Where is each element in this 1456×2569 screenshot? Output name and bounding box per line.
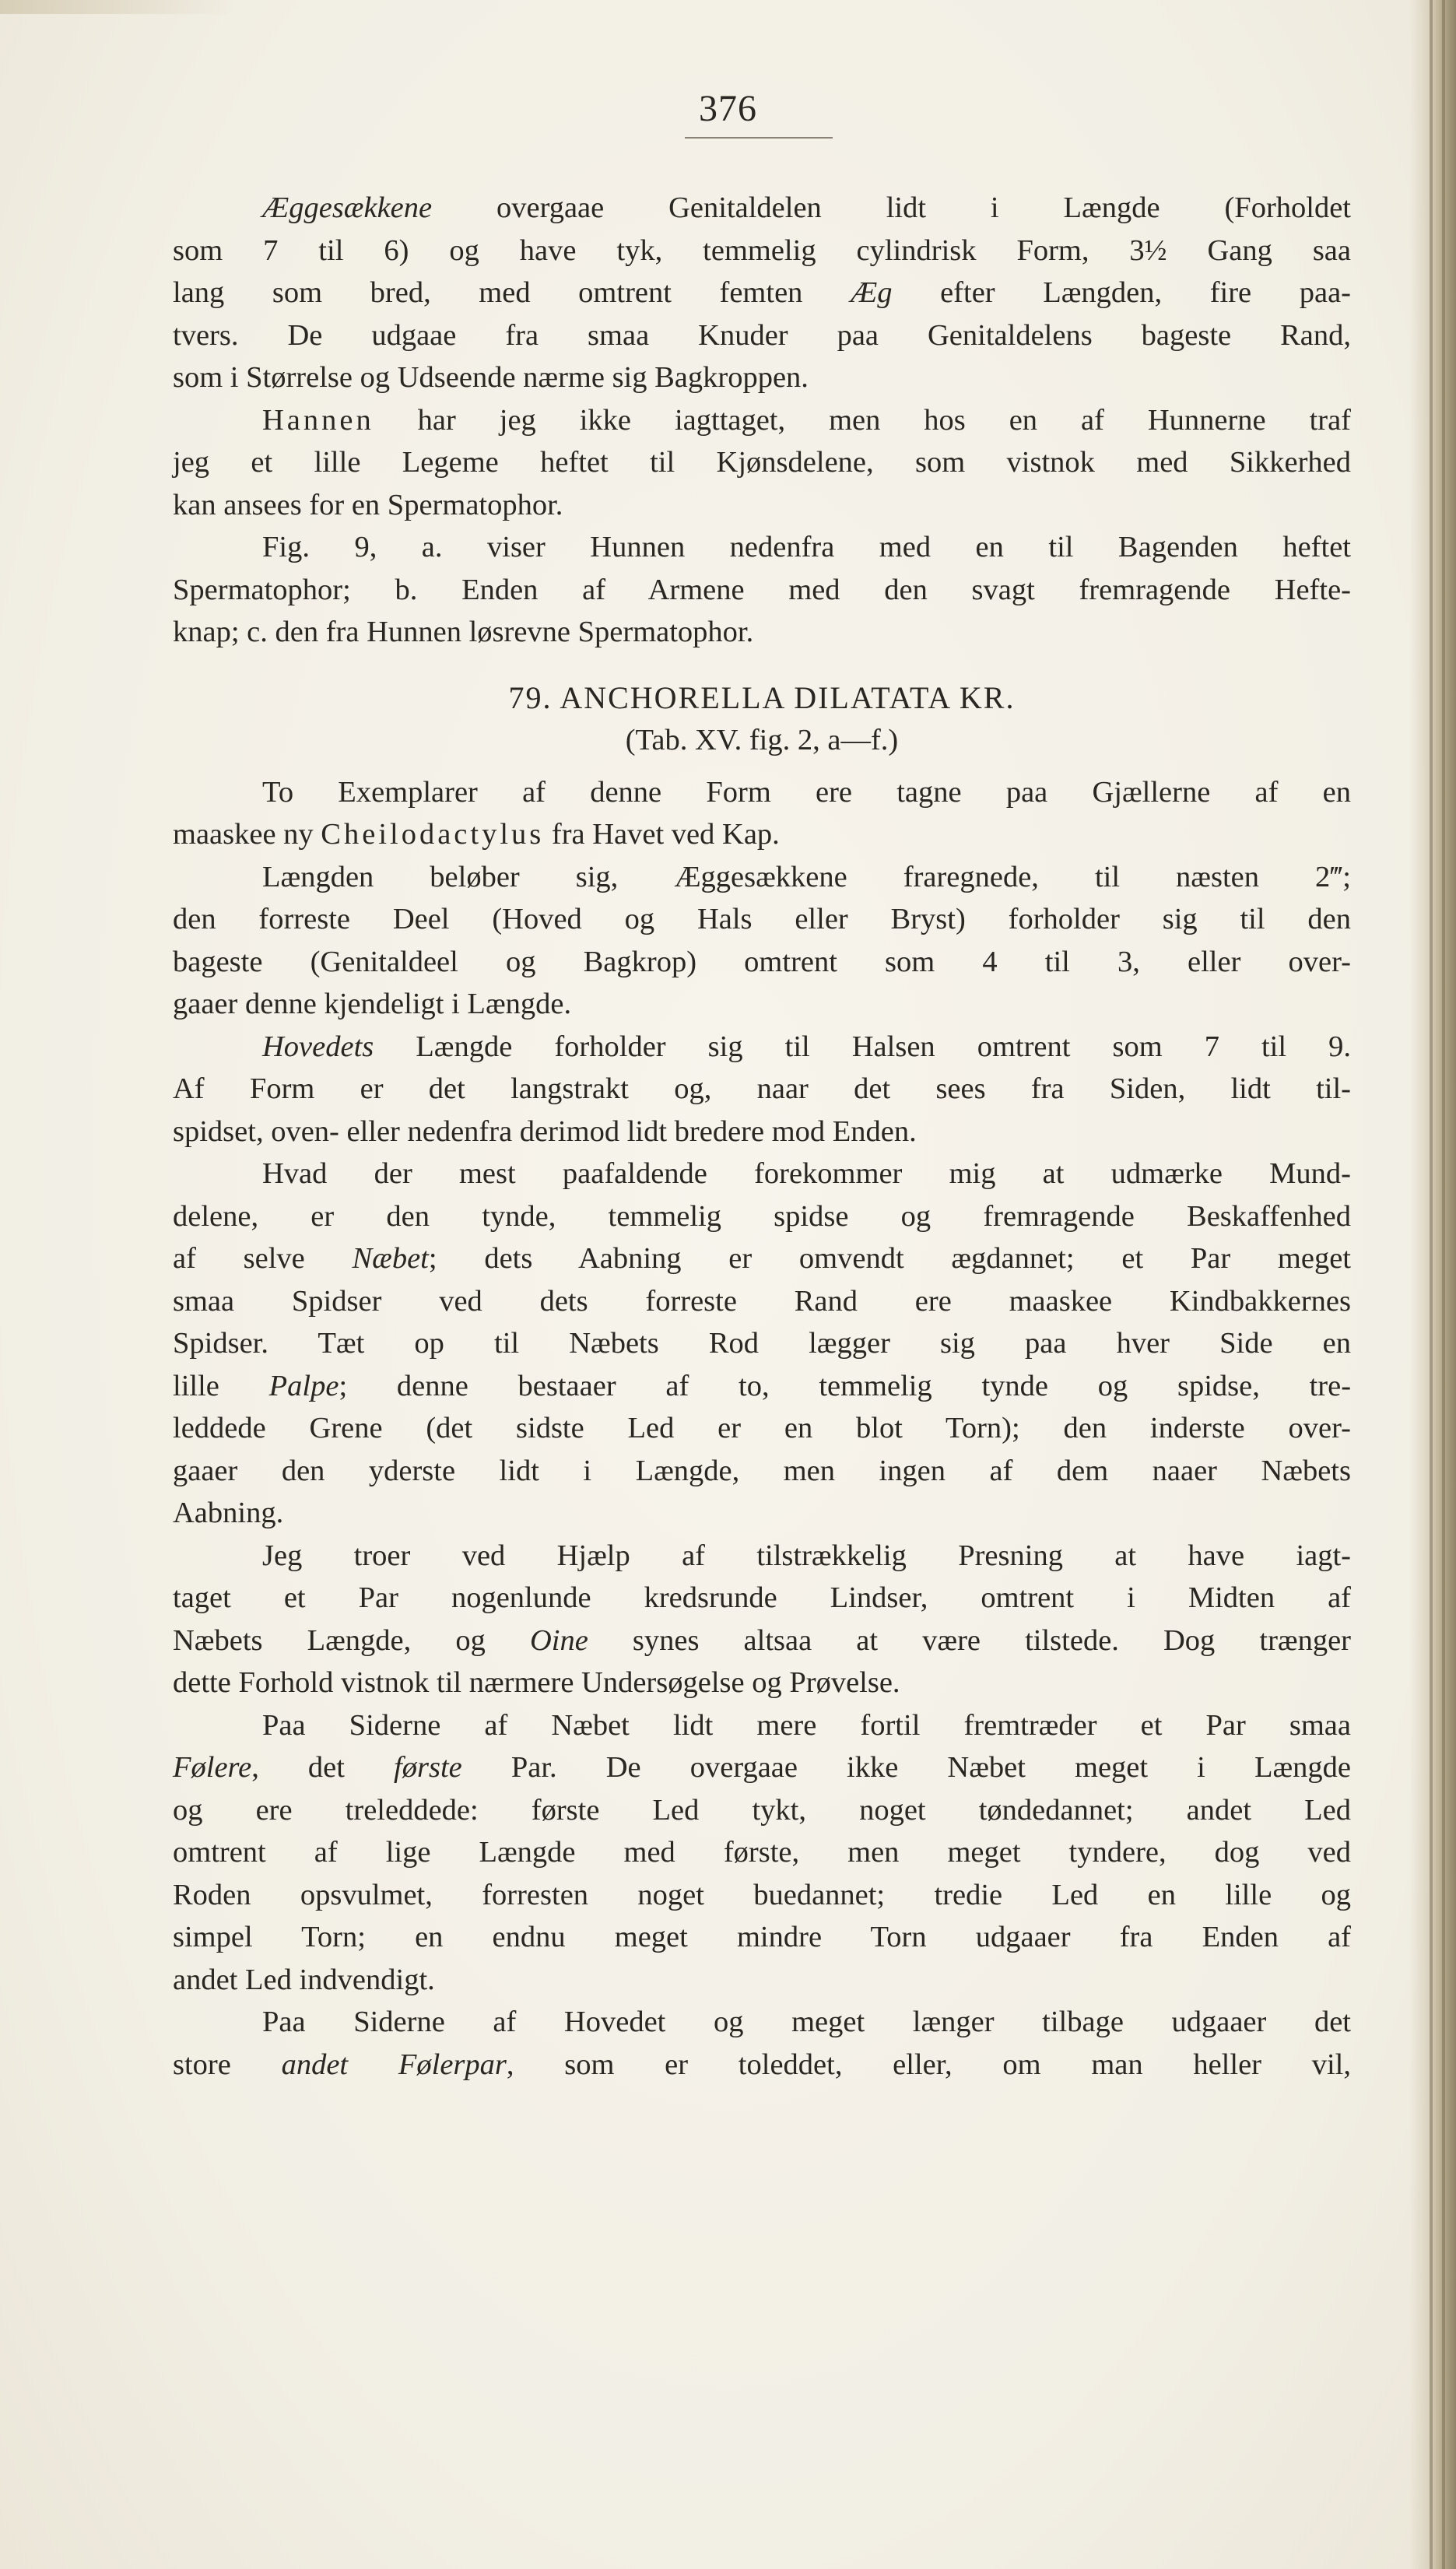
text-run: Næbets Længde, og (173, 1623, 530, 1657)
page-number: 376 (699, 88, 757, 129)
paragraph (173, 187, 1351, 399)
text-run: lille (173, 1369, 269, 1402)
text-line (173, 1450, 1351, 1493)
text-line (173, 1407, 1351, 1450)
text-run: efter Længden, fire paa- (892, 276, 1351, 309)
text-run: gaaer denne kjendeligt i Længde. (173, 988, 572, 1020)
text-line (173, 569, 1351, 612)
paragraph (173, 771, 1351, 856)
text-line (173, 898, 1351, 941)
text-line (173, 983, 1351, 1026)
italic-term: Palpe (268, 1369, 339, 1402)
text-line (173, 1916, 1351, 1959)
italic-term: Hovedets (262, 1030, 374, 1063)
text-line (173, 1746, 1351, 1789)
paragraph (173, 1535, 1351, 1704)
text-line (173, 1620, 1351, 1662)
text-run: ; dets Aabning er omvendt ægdannet; et Par meget (428, 1242, 1351, 1275)
text-line (173, 1789, 1351, 1832)
text-run: lang som bred, med omtrent femten (173, 276, 851, 309)
text-run: Spermatophor; b. Enden af Armene med den svagt fremragende Hefte- (173, 573, 1351, 606)
italic-term: Næbet (352, 1242, 429, 1275)
text-run: Paa Siderne af Hovedet og meget længer tilbage udgaaer det (262, 2006, 1351, 2038)
italic-term: Følere (173, 1751, 252, 1784)
text-run: kan ansees for en Spermatophor. (173, 488, 563, 521)
page-number-rule (685, 137, 833, 139)
text-run: andet Led indvendigt. (173, 1963, 435, 1996)
text-run: den forreste Deel (Hoved og Hals eller Bryst) forholder sig til den (173, 903, 1351, 935)
text-line (173, 272, 1351, 314)
text-line (173, 771, 1351, 814)
text-line (173, 230, 1351, 272)
text-line (173, 856, 1351, 899)
paragraph (173, 1026, 1351, 1153)
italic-term: Æggesækkene (262, 191, 433, 224)
paragraph (173, 526, 1351, 654)
text-line (173, 1577, 1351, 1620)
page-edge-line (1430, 0, 1433, 2569)
text-line (173, 1280, 1351, 1323)
text-run: Længden beløber sig, Æggesækkene fraregnede, til næsten 2‴; (262, 860, 1351, 893)
text-line (173, 1959, 1351, 2002)
text-run: Jeg troer ved Hjælp af tilstrækkelig Presning at have iagt- (262, 1539, 1351, 1572)
text-line (173, 484, 1351, 527)
body-text (173, 187, 1351, 2086)
heading-title: 79. ANCHORELLA DILATATA KR. (508, 679, 1016, 715)
text-run: gaaer den yderste lidt i Længde, men ingen af dem naaer Næbets (173, 1454, 1351, 1487)
italic-term: andet Følerpar (281, 2048, 507, 2081)
text-line (173, 1874, 1351, 1917)
text-run: Par. De overgaae ikke Næbet meget i Længde (461, 1751, 1351, 1784)
text-line (173, 2044, 1351, 2086)
text-run: Længde forholder sig til Halsen omtrent som 7 til 9. (374, 1030, 1351, 1063)
text-line (173, 1322, 1351, 1365)
section-species (173, 771, 1351, 2086)
heading-subtitle: (Tab. XV. fig. 2, a—f.) (625, 724, 899, 756)
text-run: simpel Torn; en endnu meget mindre Torn udgaaer fra Enden af (173, 1921, 1351, 1953)
text-line (173, 1195, 1351, 1238)
text-line (173, 1153, 1351, 1195)
text-line (173, 399, 1351, 442)
italic-term: Æg (851, 276, 893, 309)
spaced-term: Hannen (262, 403, 374, 437)
text-run: synes altsaa at være tilstede. Dog trænger (588, 1623, 1351, 1657)
text-run: af selve (173, 1242, 353, 1275)
text-run: Hvad der mest paafaldende forekommer mig at udmærke Mund- (262, 1157, 1351, 1190)
species-heading (173, 677, 1351, 762)
text-run: Aabning. (173, 1497, 284, 1529)
text-run: overgaae Genitaldelen lidt i Længde (Forholdet (432, 191, 1351, 224)
text-run: Fig. 9, a. viser Hunnen nedenfra med en til Bagenden heftet (262, 531, 1351, 563)
text-run: taget et Par nogenlunde kredsrunde Lindser, omtrent i Midten af (173, 1581, 1351, 1614)
paragraph (173, 2001, 1351, 2086)
text-line (173, 187, 1351, 230)
spacer (173, 762, 1351, 771)
text-line (173, 1662, 1351, 1704)
text-run: dette Forhold vistnok til nærmere Undersøgelse og Prøvelse. (173, 1666, 900, 1699)
paragraph (173, 399, 1351, 527)
italic-term: Oine (529, 1623, 588, 1657)
text-run: Af Form er det langstrakt og, naar det sees fra Siden, lidt til- (173, 1072, 1351, 1105)
text-line (173, 1026, 1351, 1069)
text-run: , det (251, 1751, 395, 1784)
text-run: store (173, 2048, 282, 2081)
text-line (173, 441, 1351, 484)
text-line (173, 1704, 1351, 1747)
spacer (173, 654, 1351, 677)
text-run: spidset, oven- eller nedenfra derimod lidt bredere mod Enden. (173, 1114, 917, 1148)
section-continued (173, 187, 1351, 654)
text-line (173, 813, 1351, 856)
text-run: jeg et lille Legeme heftet til Kjønsdelene, som vistnok med Sikkerhed (173, 446, 1351, 479)
text-run: knap; c. den fra Hunnen løsrevne Spermatophor. (173, 616, 754, 648)
text-run: Roden opsvulmet, forresten noget buedannet; tredie Led en lille og (173, 1878, 1351, 1911)
text-run: fra Havet ved Kap. (544, 818, 780, 851)
spaced-term: Cheilodactylus (321, 818, 545, 851)
text-run: bageste (Genitaldeel og Bagkrop) omtrent som 4 til 3, eller over- (173, 945, 1351, 978)
text-run: ; denne bestaaer af to, temmelig tynde og spidse, tre- (339, 1369, 1352, 1402)
text-run: tvers. De udgaae fra smaa Knuder paa Genitaldelens bageste Rand, (173, 318, 1351, 352)
text-line (173, 314, 1351, 357)
text-line (173, 1535, 1351, 1578)
text-run: maaskee ny (173, 818, 321, 851)
text-run: har jeg ikke iagttaget, men hos en af Hunnerne traf (374, 403, 1351, 437)
text-run: Spidser. Tæt op til Næbets Rod lægger sig paa hver Side en (173, 1327, 1351, 1360)
text-run: som i Størrelse og Udseende nærme sig Bagkroppen. (173, 361, 809, 394)
page-edge-shadow (1409, 0, 1456, 2569)
text-line (173, 1237, 1351, 1280)
text-line (173, 611, 1351, 654)
text-line (173, 1111, 1351, 1153)
text-line (173, 1831, 1351, 1874)
text-run: Paa Siderne af Næbet lidt mere fortil fremtræder et Par smaa (262, 1708, 1351, 1742)
paragraph (173, 856, 1351, 1026)
page-edge-line (1442, 0, 1445, 2569)
text-run: , som er toleddet, eller, om man heller vil, (506, 2048, 1351, 2081)
text-run: To Exemplarer af denne Form ere tagne paa Gjællerne af en (262, 775, 1351, 809)
text-run: smaa Spidser ved dets forreste Rand ere maaskee Kindbakkernes (173, 1284, 1351, 1318)
text-run: omtrent af lige Længde med første, men meget tyndere, dog ved (173, 1836, 1351, 1869)
text-line (173, 1365, 1351, 1408)
text-line (173, 2001, 1351, 2044)
text-line (173, 941, 1351, 984)
text-run: som 7 til 6) og have tyk, temmelig cylindrisk Form, 3½ Gang saa (173, 233, 1351, 267)
text-run: og ere treleddede: første Led tykt, noget tøndedannet; andet Led (173, 1793, 1351, 1827)
italic-term: første (394, 1751, 462, 1784)
text-line (173, 1492, 1351, 1535)
paragraph (173, 1704, 1351, 2002)
text-run: leddede Grene (det sidste Led er en blot Torn); den inderste over- (173, 1412, 1351, 1444)
text-run: delene, er den tynde, temmelig spidse og fremragende Beskaffenhed (173, 1199, 1351, 1233)
page-stain (0, 0, 233, 14)
text-line (173, 526, 1351, 569)
text-line (173, 1068, 1351, 1111)
paragraph (173, 1153, 1351, 1535)
text-line (173, 356, 1351, 399)
